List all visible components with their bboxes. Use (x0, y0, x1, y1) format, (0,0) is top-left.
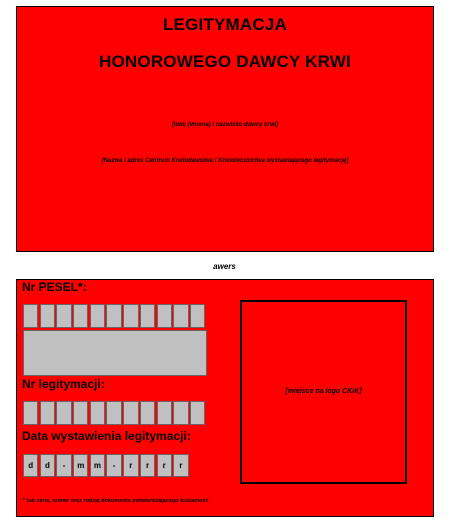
logo-placeholder (240, 300, 407, 484)
pesel-cell (23, 304, 38, 328)
issue-date-cells (23, 454, 190, 477)
issue-date-label: Data wystawienia legitymacji: (22, 429, 191, 443)
pesel-cell (173, 304, 188, 328)
legitimation-cell (40, 401, 55, 425)
legitimation-number-label: Nr legitymacji: (22, 377, 105, 391)
issuing-center-hint: [Nazwa i adres Centrum Krwiodawstwa i Krwiolecznictwa wystawiającego legitymację] (101, 158, 349, 164)
date-cell: m (90, 454, 105, 477)
pesel-cell (190, 304, 205, 328)
legitimation-cell (173, 401, 188, 425)
legitimation-cell (123, 401, 138, 425)
pesel-cells (23, 304, 207, 328)
legitimation-cell (90, 401, 105, 425)
pesel-label: Nr PESEL*: (22, 280, 87, 294)
side-label: awers (213, 262, 236, 271)
footnote: * lub seria, numer oraz rodzaj dokumentu potwierdzającego tożsamość (23, 498, 209, 504)
card-title-line1: LEGITYMACJA (162, 15, 288, 34)
pesel-cell (40, 304, 55, 328)
date-cell: - (106, 454, 121, 477)
legitimation-cell (106, 401, 121, 425)
pesel-cell (157, 304, 172, 328)
card-title-line2: HONOROWEGO DAWCY KRWI (99, 52, 351, 71)
legitimation-cell (73, 401, 88, 425)
date-cell: d (23, 454, 38, 477)
legitimation-number-cells (23, 401, 207, 425)
pesel-cell (90, 304, 105, 328)
pesel-cell (106, 304, 121, 328)
pesel-cell (73, 304, 88, 328)
legitimation-cell (190, 401, 205, 425)
date-cell: - (56, 454, 71, 477)
pesel-cell (56, 304, 71, 328)
date-cell: m (73, 454, 88, 477)
date-cell: r (123, 454, 138, 477)
date-cell: r (140, 454, 155, 477)
logo-hint: [miejsce na logo CKiK] (285, 388, 362, 395)
legitimation-cell (157, 401, 172, 425)
legitimation-cell (56, 401, 71, 425)
card-front (16, 6, 434, 252)
legitimation-cell (140, 401, 155, 425)
card-back (16, 279, 434, 517)
date-cell: d (40, 454, 55, 477)
pesel-cell (123, 304, 138, 328)
date-cell: r (157, 454, 172, 477)
legitimation-cell (23, 401, 38, 425)
pesel-cell (140, 304, 155, 328)
pesel-extended-box (23, 330, 207, 376)
holder-name-hint: [Imię (imiona) i nazwisko dawcy krwi] (171, 122, 279, 128)
date-cell: r (173, 454, 188, 477)
